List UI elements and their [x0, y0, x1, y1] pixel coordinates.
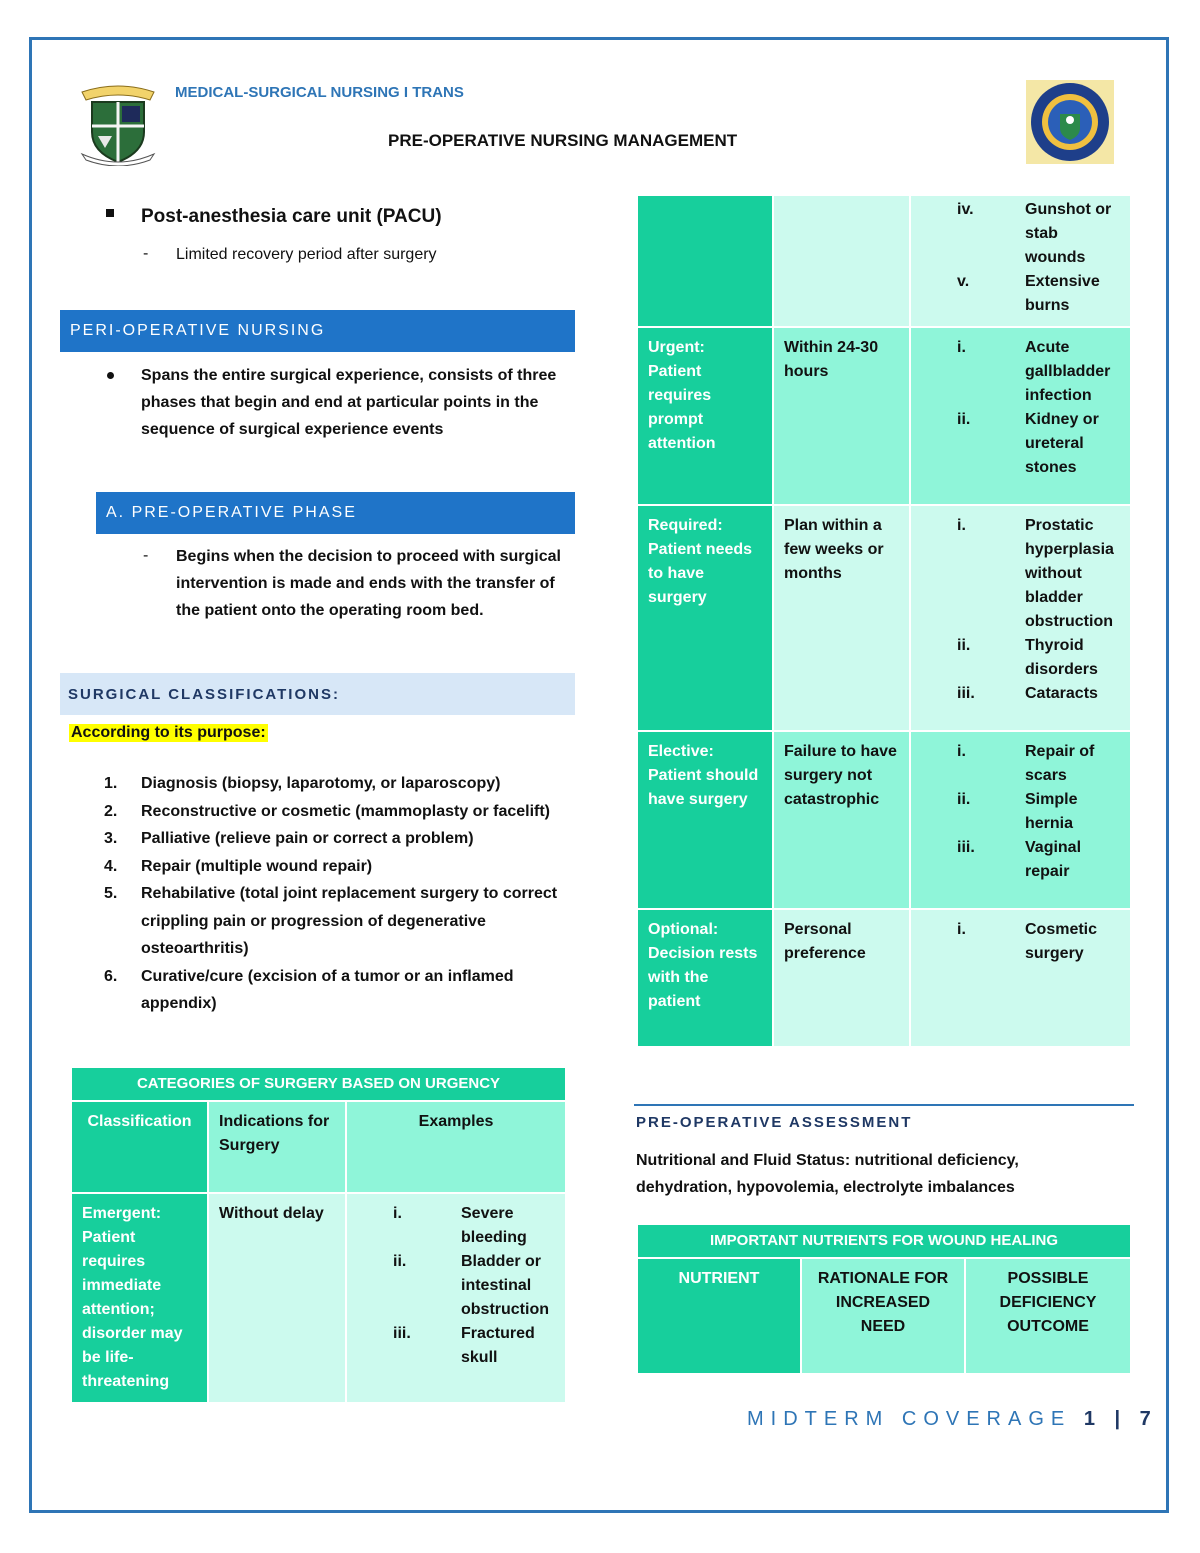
column-header-indications: Indications for Surgery [208, 1101, 346, 1193]
nutrients-table [636, 1223, 1132, 1375]
list-item: 4. Repair (multiple wound repair) [104, 857, 373, 875]
classification-cell-urgent: Urgent: Patient requires prompt attention [637, 327, 773, 505]
university-crest-logo [78, 80, 158, 166]
column-header-rationale: RATIONALE FOR INCREASED NEED [801, 1258, 965, 1374]
square-bullet-icon [106, 209, 114, 217]
trans-title: MEDICAL-SURGICAL NURSING I TRANS [175, 84, 464, 101]
examples-cell-emergent: i. Severe bleeding ii. Bladder or intestinal obstruction iii. Fractured skull [346, 1193, 566, 1403]
footer-label: MIDTERM COVERAGE [747, 1408, 1072, 1430]
nursing-program-seal-logo [1026, 80, 1114, 164]
classification-cell-emergent-cont [637, 195, 773, 327]
list-item: 6. Curative/cure (excision of a tumor or an inflamed appendix) [104, 967, 514, 1012]
round-bullet-icon [107, 372, 114, 379]
list-item: 1. Diagnosis (biopsy, laparotomy, or laparoscopy) [104, 775, 501, 792]
list-item: 5. Rehabilative (total joint replacement surgery to correct crippling pain or progression of degenerative osteoarthritis) [104, 885, 558, 957]
column-header-deficiency-outcome: POSSIBLE DEFICIENCY OUTCOME [965, 1258, 1131, 1374]
nutrients-table-title: IMPORTANT NUTRIENTS FOR WOUND HEALING [637, 1224, 1131, 1258]
dash-bullet: - [143, 547, 149, 564]
examples-cell-urgent: i. Acute gallbladder infection ii. Kidney or ureteral stones [910, 327, 1131, 505]
purpose-list [104, 770, 574, 1018]
peri-operative-text: Spans the entire surgical experience, consists of three phases that begin and end at particular points in the sequence of surgical experience events [141, 367, 557, 438]
classification-cell-required: Required: Patient needs to have surgery [637, 505, 773, 731]
urgency-table-continued [636, 194, 1132, 1048]
page-title: PRE-OPERATIVE NURSING MANAGEMENT [388, 131, 738, 150]
dash-bullet: - [143, 245, 149, 262]
pre-operative-assessment-text: Nutritional and Fluid Status: nutritional deficiency, dehydration, hypovolemia, electrolyte imbalances [636, 1152, 1019, 1196]
urgency-table-title: CATEGORIES OF SURGERY BASED ON URGENCY [71, 1067, 566, 1101]
page-number: 1 | 7 [1083, 1408, 1158, 1430]
indication-cell-emergent-cont [773, 195, 910, 327]
page-footer [747, 1408, 1158, 1431]
pacu-text: Limited recovery period after surgery [176, 246, 437, 263]
purpose-subheading: According to its purpose: [71, 724, 266, 741]
pre-operative-phase-heading: A. PRE-OPERATIVE PHASE [96, 492, 575, 534]
indication-cell-optional: Personal preference [773, 909, 910, 1047]
list-item: 2. Reconstructive or cosmetic (mammoplasty or facelift) [104, 802, 551, 820]
column-header-nutrient: NUTRIENT [637, 1258, 801, 1374]
list-item: 3. Palliative (relieve pain or correct a problem) [104, 830, 474, 847]
pre-operative-phase-text: Begins when the decision to proceed with surgical intervention is made and ends with the transfer of the patient onto the operating room bed. [176, 548, 561, 619]
column-header-classification: Classification [71, 1101, 208, 1193]
surgical-classifications-heading: SURGICAL CLASSIFICATIONS: [60, 673, 575, 715]
examples-cell-elective: i. Repair of scars ii. Simple hernia iii. Vaginal repair [910, 731, 1131, 909]
pre-operative-assessment-heading: PRE-OPERATIVE ASSESSMENT [636, 1114, 913, 1131]
classification-cell-emergent: Emergent: Patient requires immediate attention; disorder may be life-threatening [71, 1193, 208, 1403]
pacu-title: Post-anesthesia care unit (PACU) [141, 206, 442, 227]
examples-cell-required: i. Prostatic hyperplasia without bladder obstruction ii. Thyroid disorders iii. Cataracts [910, 505, 1131, 731]
peri-operative-heading: PERI-OPERATIVE NURSING [60, 310, 575, 352]
examples-cell-optional: i. Cosmetic surgery [910, 909, 1131, 1047]
indication-cell-urgent: Within 24-30 hours [773, 327, 910, 505]
section-divider [634, 1104, 1134, 1106]
classification-cell-optional: Optional: Decision rests with the patient [637, 909, 773, 1047]
indication-cell-emergent: Without delay [208, 1193, 346, 1403]
classification-cell-elective: Elective: Patient should have surgery [637, 731, 773, 909]
column-header-examples: Examples [346, 1101, 566, 1193]
urgency-table [70, 1066, 567, 1404]
indication-cell-elective: Failure to have surgery not catastrophic [773, 731, 910, 909]
indication-cell-required: Plan within a few weeks or months [773, 505, 910, 731]
examples-cell-emergent-cont: iv. Gunshot or stab wounds v. Extensive burns [910, 195, 1131, 327]
